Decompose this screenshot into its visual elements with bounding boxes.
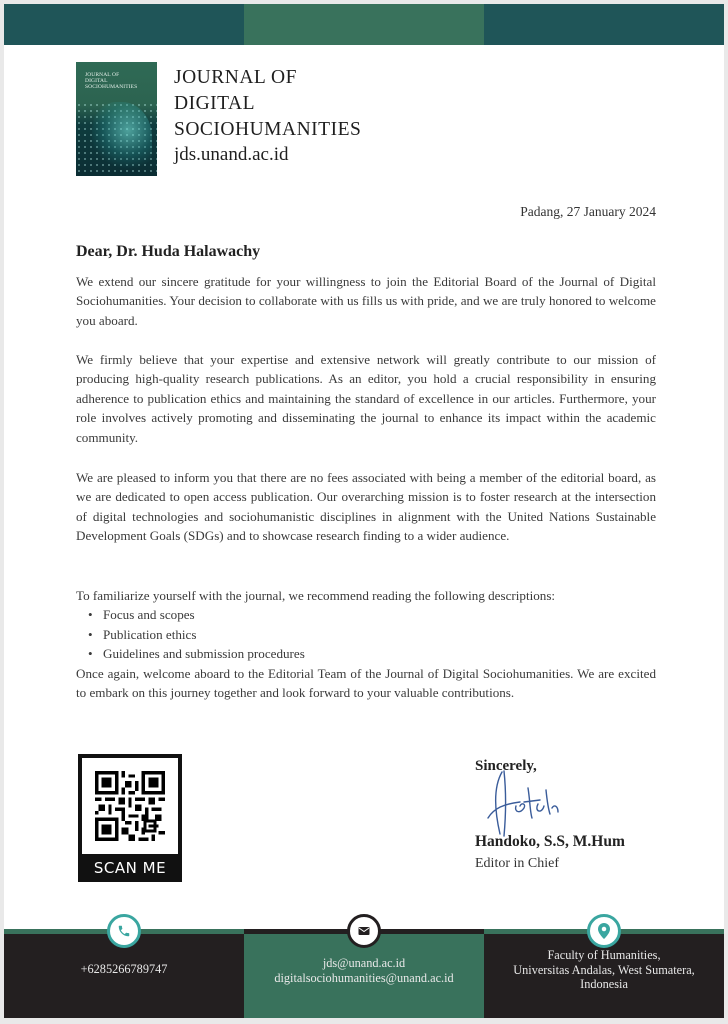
- header-bar-center: [244, 4, 484, 45]
- journal-url: jds.unand.ac.id: [174, 144, 289, 165]
- footer-phone: [4, 929, 244, 1018]
- qr-code-badge[interactable]: [78, 754, 182, 882]
- handwritten-signature: [480, 768, 570, 840]
- signer-name: Handoko, S.S, M.Hum: [475, 833, 625, 850]
- journal-cover-logo: [76, 62, 157, 176]
- cover-title: [85, 72, 137, 90]
- list-item: • Focus and scopes: [88, 605, 656, 624]
- email-address[interactable]: jds@unand.ac.id: [322, 956, 406, 970]
- qr-code-icon: [95, 771, 165, 841]
- recommendation-intro: To familiarize yourself with the journal, we recommend reading the following descriptions:: [76, 588, 556, 603]
- journal-name-line: DIGITAL: [174, 93, 255, 114]
- paragraph-editor-role: We firmly believe that your expertise and extensive network will greatly contribute to our mission of producing high-quality research publications. As an editor, you hold a crucial responsibility in ensuring adherence to publication ethics and maintaining the standard of excellence in our articles. Furthermore, your role involves actively promoting and disseminating the journal to enhance its impact within the academic community.: [76, 352, 656, 445]
- address-text: [484, 948, 724, 992]
- envelope-icon: [358, 926, 370, 936]
- paragraph-gratitude: We extend our sincere gratitude for your willingness to join the Editorial Board of the Journal of Digital Sociohumanities. Your decision to collaborate with us fills us with pride, and we are truly honored to welcome you aboard.: [76, 274, 656, 328]
- journal-name-line: SOCIOHUMANITIES: [174, 119, 362, 140]
- qr-code-area: [82, 758, 178, 854]
- phone-icon-badge: [107, 914, 141, 948]
- address-line: Indonesia: [580, 977, 628, 991]
- cover-title-line: DIGITAL: [85, 78, 108, 84]
- signer-title: Editor in Chief: [475, 856, 559, 871]
- contact-footer: [4, 929, 724, 1018]
- address-line: Faculty of Humanities,: [547, 948, 661, 962]
- header-bar-left: [4, 4, 244, 45]
- sign-off: Sincerely,: [475, 758, 537, 774]
- journal-name-line: JOURNAL OF: [174, 67, 297, 88]
- closing-paragraph: Once again, welcome aboard to the Editorial Team of the Journal of Digital Sociohumanities. We are excited to embark on this journey together and look forward to your valuable contributions.: [76, 665, 656, 701]
- recommendation-section: [76, 586, 656, 702]
- qr-scan-label: SCAN ME: [93, 859, 167, 877]
- letter-date: Padang, 27 January 2024: [520, 204, 656, 219]
- email-addresses: [244, 956, 484, 985]
- cover-title-line: JOURNAL OF: [85, 72, 120, 78]
- journal-name: [174, 65, 361, 143]
- location-pin-icon: [598, 923, 610, 939]
- phone-icon: [117, 924, 131, 938]
- salutation: Dear, Dr. Huda Halawachy: [76, 243, 261, 260]
- recommendation-list: [76, 605, 656, 663]
- letter-page: [4, 4, 724, 1018]
- location-icon-badge: [587, 914, 621, 948]
- cover-digital-head-image: [92, 102, 152, 172]
- paragraph-no-fees: We are pleased to inform you that there are no fees associated with being a member of the editorial board, as we are dedicated to open access publication. Our overarching mission is to foster research at the intersection of digital technologies and sociohumanistic disciplines in alignment with the United Nations Sustainable Development Goals (SDGs) and to showcase research finding to a wider audience.: [76, 470, 656, 544]
- list-item: • Guidelines and submission procedures: [88, 644, 656, 663]
- header-color-bar: [4, 4, 724, 45]
- email-address[interactable]: digitalsociohumanities@unand.ac.id: [274, 970, 454, 985]
- footer-address: [484, 929, 724, 1018]
- address-line: Universitas Andalas, West Sumatera,: [513, 962, 695, 977]
- footer-email: [244, 929, 484, 1018]
- envelope-icon-badge: [347, 914, 381, 948]
- phone-number[interactable]: +6285266789747: [80, 962, 168, 976]
- cover-title-line: SOCIOHUMANITIES: [85, 84, 138, 90]
- header-bar-right: [484, 4, 724, 45]
- list-item: • Publication ethics: [88, 625, 656, 644]
